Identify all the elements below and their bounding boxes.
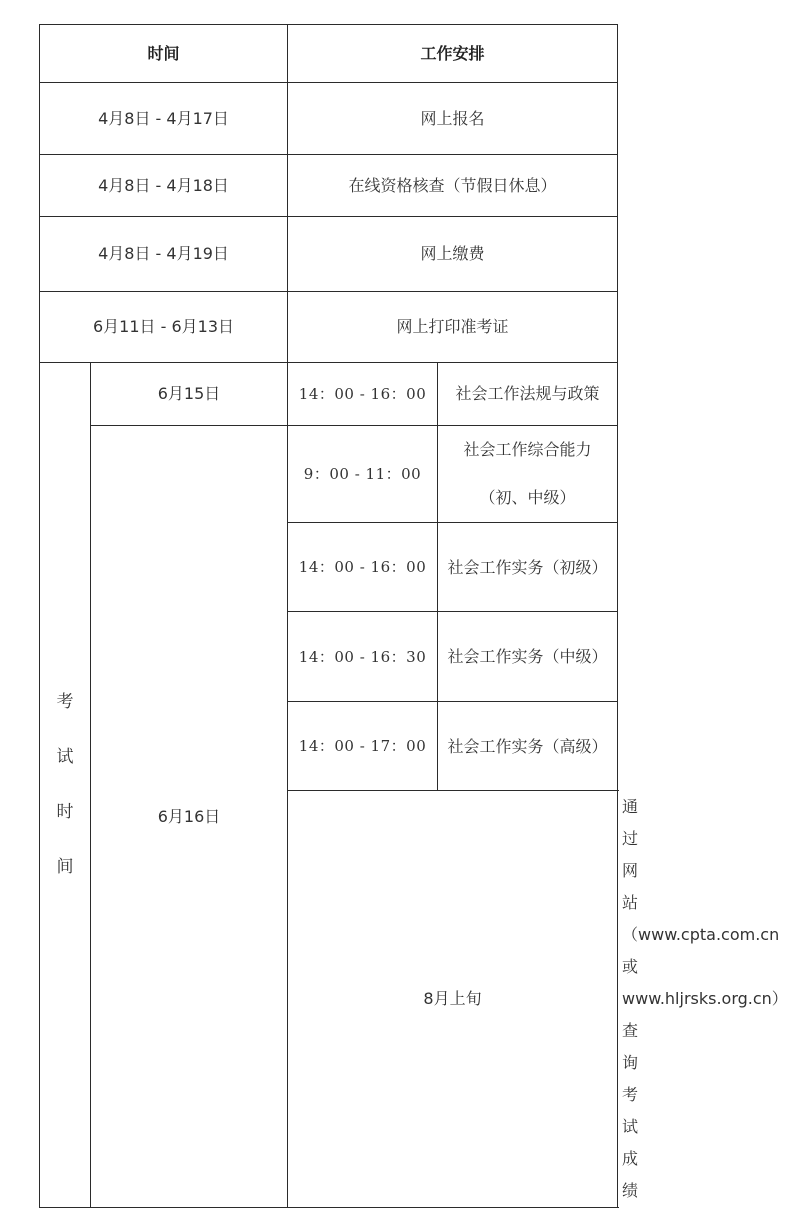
exam-time-label: 考试时间 xyxy=(56,692,74,877)
subject-text: 社会工作实务（中级） xyxy=(447,647,608,666)
row-date: 4月8日 - 4月17日 xyxy=(40,83,288,155)
exam-session-subject: 社会工作法规与政策 xyxy=(438,363,618,426)
exam-session-subject xyxy=(438,523,618,612)
table-row xyxy=(40,155,618,217)
exam-session-subject xyxy=(438,702,618,791)
row-task: 网上缴费 xyxy=(288,217,618,292)
exam-row xyxy=(40,426,618,523)
row-task: 网上报名 xyxy=(288,83,618,155)
exam-time-label-cell xyxy=(40,363,91,1208)
exam-session-time: 14：00 - 16：00 xyxy=(288,363,438,426)
row-date: 4月8日 - 4月19日 xyxy=(40,217,288,292)
header-arrangement: 工作安排 xyxy=(288,25,618,83)
exam-session-subject xyxy=(438,426,618,523)
table-row xyxy=(40,292,618,363)
exam-session-time: 9：00 - 11：00 xyxy=(288,426,438,523)
subject-text: 社会工作实务（高级） xyxy=(447,736,608,756)
result-date: 8月上旬 xyxy=(288,791,618,1208)
subject-text: 社会工作实务（初级） xyxy=(447,557,608,577)
result-row: 8月上旬 通过网站（www.cpta.com.cn或www.hljrsks.org.cn）查询考试成绩 xyxy=(40,791,618,1208)
exam-schedule-table xyxy=(39,24,788,1208)
subject-line-1: 社会工作综合能力 xyxy=(463,440,592,459)
exam-day1-date: 6月15日 xyxy=(91,363,288,426)
exam-session-time: 14：00 - 16：30 xyxy=(288,612,438,702)
row-task: 在线资格核查（节假日休息） xyxy=(288,155,618,217)
subject-line-2: （初、中级） xyxy=(479,488,576,507)
header-row xyxy=(40,25,618,83)
exam-session-time: 14：00 - 17：00 xyxy=(288,702,438,791)
exam-row xyxy=(40,363,618,426)
table-row xyxy=(40,83,618,155)
exam-session-subject xyxy=(438,612,618,702)
row-date: 6月11日 - 6月13日 xyxy=(40,292,288,363)
exam-session-time: 14：00 - 16：00 xyxy=(288,523,438,612)
header-time: 时间 xyxy=(40,25,288,83)
row-task: 网上打印准考证 xyxy=(288,292,618,363)
table-row xyxy=(40,217,618,292)
row-date: 4月8日 - 4月18日 xyxy=(40,155,288,217)
exam-day2-date: 6月16日 xyxy=(91,426,288,1208)
